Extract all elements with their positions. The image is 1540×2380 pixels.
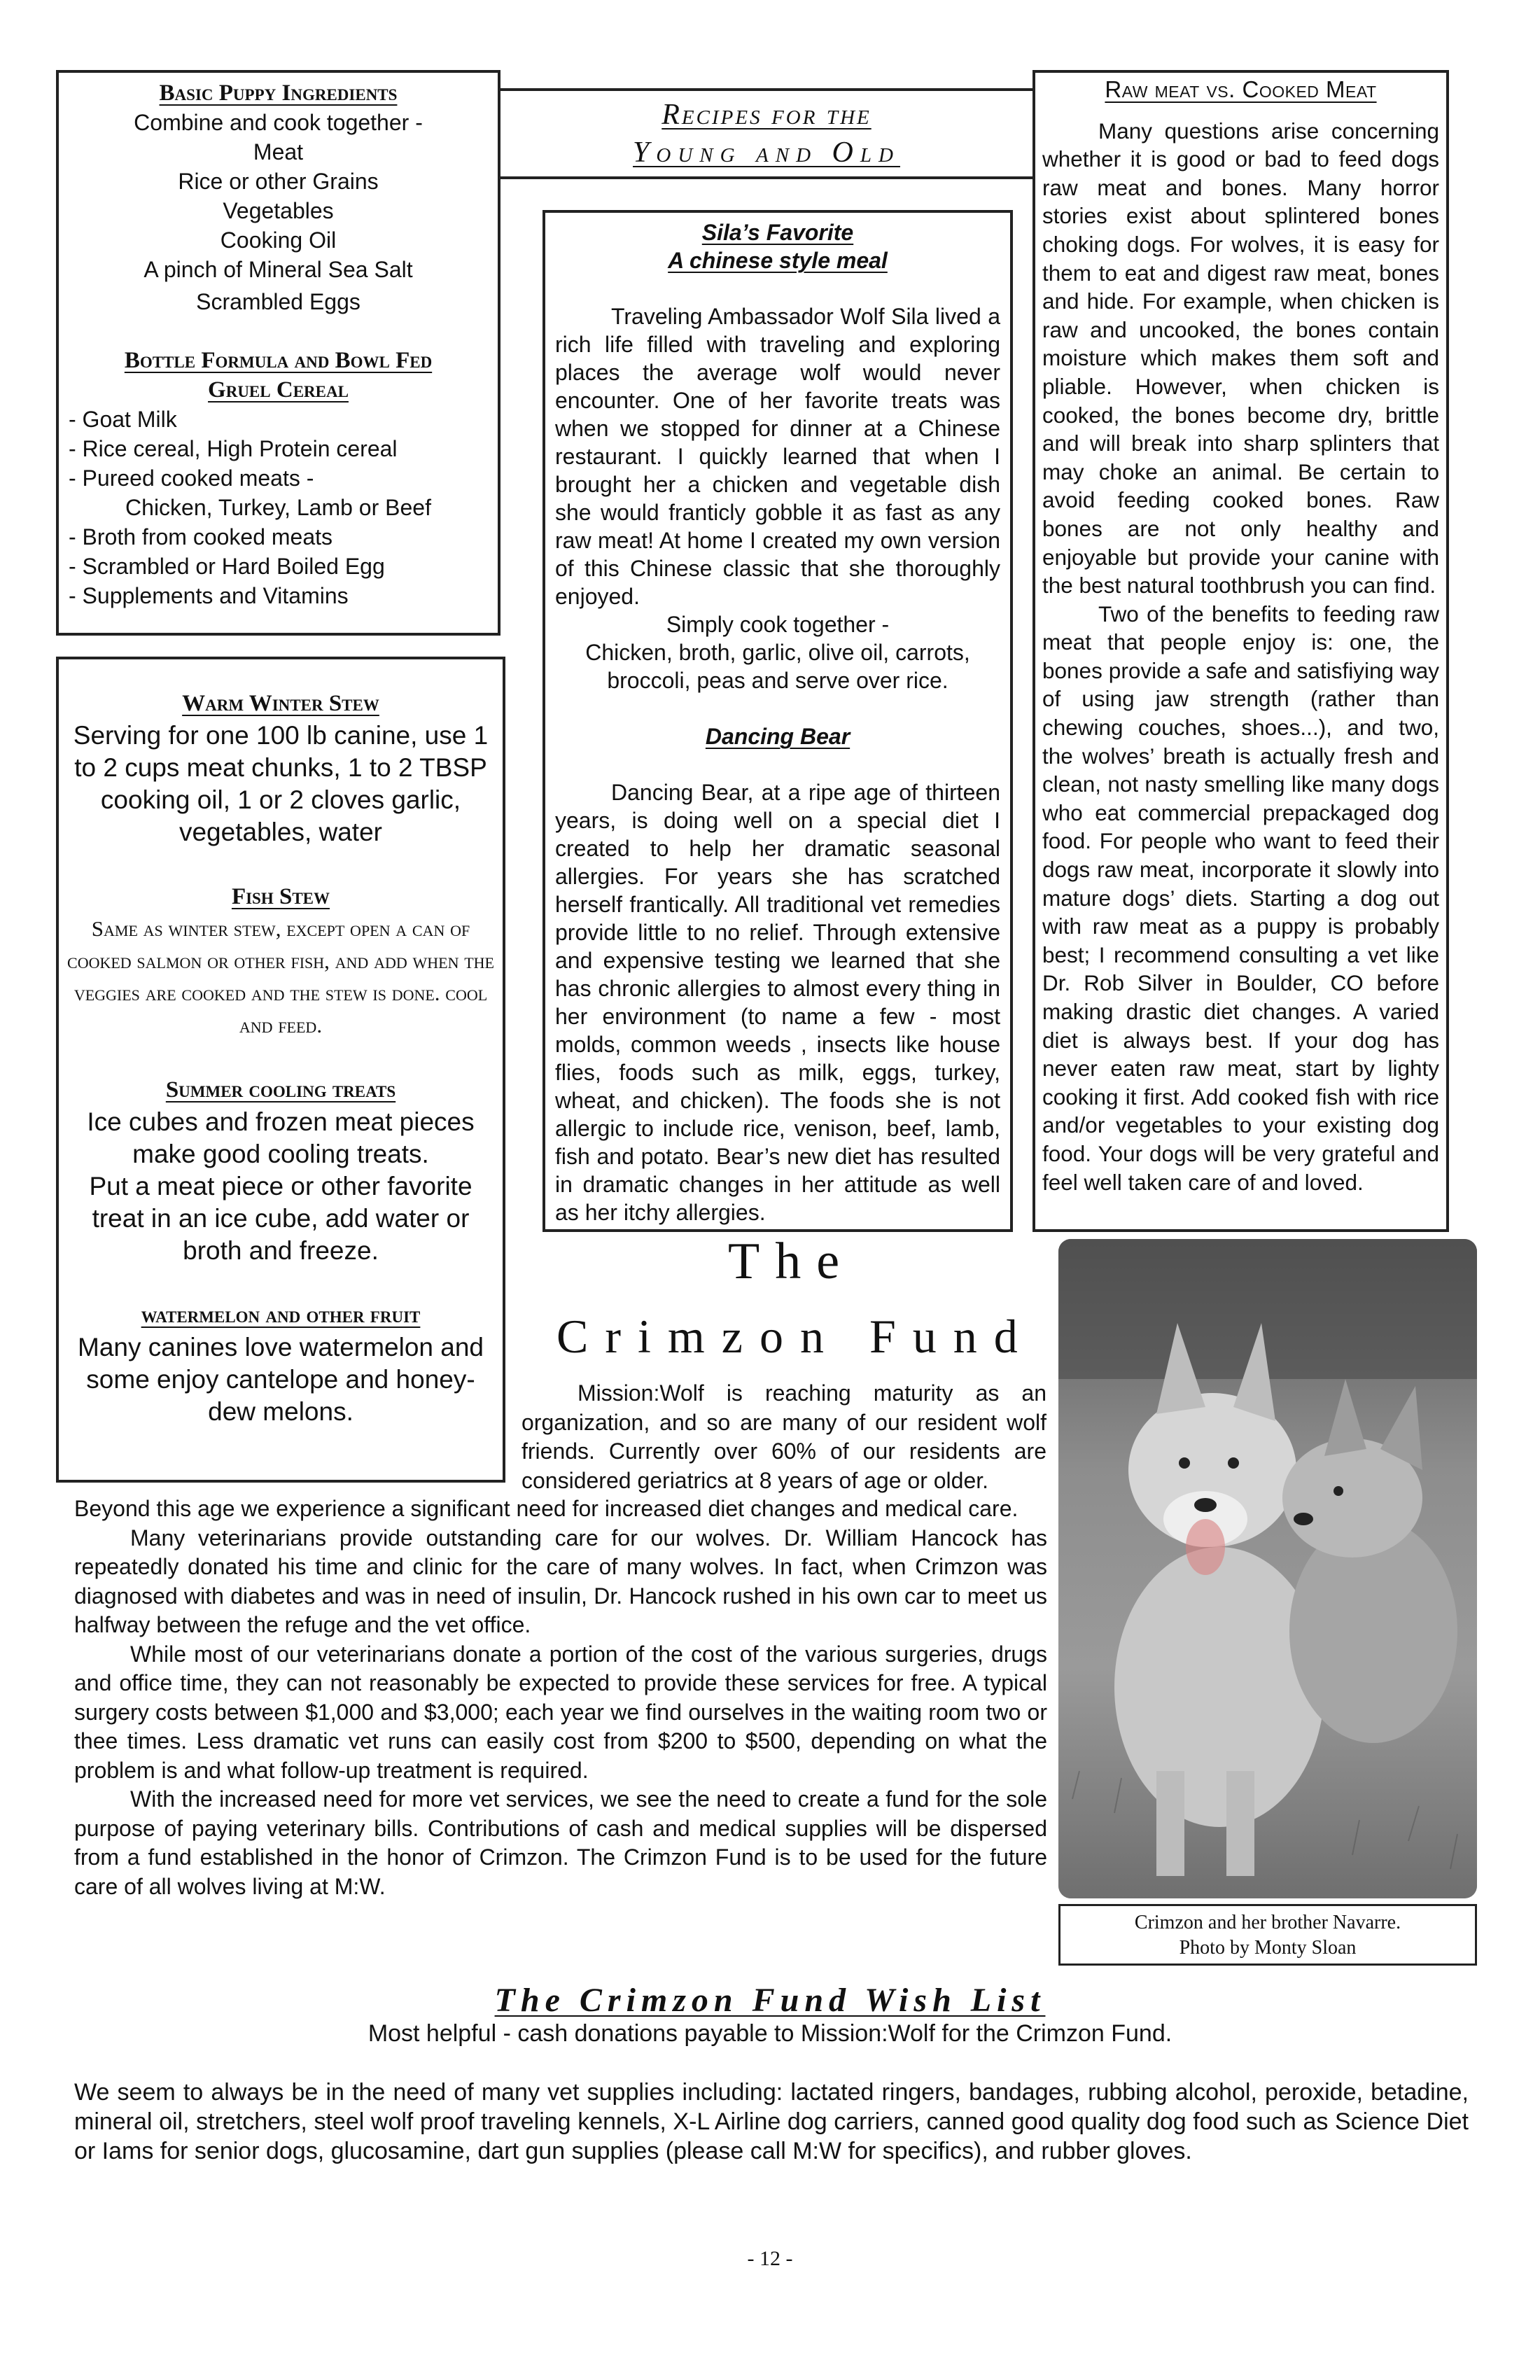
summer-treats-text-2: Put a meat piece or other favorite treat in an ice cube, add water or broth and freeze. (89, 1172, 472, 1265)
crimzon-intro-continued: Beyond this age we experience a significant need for increased diet changes and medical care. (74, 1496, 1018, 1521)
wish-list-subtitle: Most helpful - cash donations payable to Mission:Wolf for the Crimzon Fund. (368, 2020, 1172, 2047)
winter-stew-text: Serving for one 100 lb canine, use 1 to 2 cups meat chunks, 1 to 2 TBSP cooking oil, 1 or 2 cloves garlic, vegetables, water (73, 721, 489, 846)
recipes-header (500, 88, 1032, 179)
recipes-title-line1: Recipes for the (662, 99, 872, 131)
dancing-bear-title: Dancing Bear (705, 724, 850, 749)
sila-recipe-intro: Simply cook together - (666, 612, 890, 637)
wolves-photo-graphic (1058, 1239, 1477, 1898)
photo-caption (1058, 1904, 1477, 1966)
crimzon-paragraph-3: While most of our veterinarians donate a portion of the cost of the various surgeries, drugs and office time, they can not reasonably be expected to provide these services for free. A typical surgery costs between $1,000 and $3,000; each year we find ourselves in the waiting room two or thee times. Less dramatic vet runs can easily cost from $200 to $500, depending on what the problem is and what follow-up treatment is required. (74, 1641, 1047, 1783)
basic-item: Cooking Oil (220, 227, 337, 253)
basic-item: Rice or other Grains (178, 169, 379, 194)
sila-story: Traveling Ambassador Wolf Sila lived a rich life filled with traveling and exploring places the average wolf would never encounter. One of her favorite treats was when we stopped for dinner at a Chinese restaurant. I quickly learned that when I brought her a chicken and vegetable dish she would franticly gobble it as fast as any raw meat! At home I created my own version of this Chinese classic that she thoroughly enjoyed. (555, 304, 1000, 609)
raw-meat-box (1032, 70, 1449, 1232)
dancing-bear-story: Dancing Bear, at a ripe age of thirteen years, is doing well on a special diet I created to help her dramatic seasonal allergies. For years she has scratched herself frantically. All traditional vet remedies provide little to no relief. Through extensive and expensive testing we learned that she has chronic allergies to almost every thing in her environment (to name a few - most molds, common weeds , insects like house flies, foods such as milk, eggs, turkey, wheat, and chicken). The foods she is not allergic to include rice, venison, beef, lamb, fish and potato. Bear’s new diet has resulted in dramatic changes in her attitude as well as her itchy allergies. (555, 780, 1000, 1225)
watermelon-heading: watermelon and other fruit (141, 1303, 421, 1328)
bottle-item: - Broth from cooked meats (69, 524, 333, 550)
basic-item: Scrambled Eggs (196, 289, 360, 314)
summer-treats-text: Ice cubes and frozen meat pieces make good cooling treats. (87, 1107, 475, 1168)
crimzon-paragraph-2: Many veterinarians provide outstanding care for our wolves. Dr. William Hancock has repeatedly donated his time and clinic for the care of many wolves. In fact, when Crimzon was diagnosed with diabetes and was in need of insulin, Dr. Hancock rushed in his own car to meet us halfway between the refuge and the vet office. (74, 1525, 1047, 1637)
crimzon-paragraph-4: With the increased need for more vet services, we see the need to create a fund for the sole purpose of paying veterinary bills. Contributions of cash and medical supplies will be dispersed from a fund established in the honor of Crimzon. The Crimzon Fund is to be used for the future care of all wolves living at M:W. (74, 1786, 1047, 1899)
basic-item: Vegetables (223, 198, 334, 223)
sila-title: Sila’s Favorite (701, 220, 854, 245)
crimzon-title: Crimzon Fund (556, 1310, 1035, 1363)
crimzon-body (74, 1494, 1047, 1901)
summer-treats-heading: Summer cooling treats (165, 1077, 396, 1102)
recipes-title-line2: Young and Old (633, 136, 900, 169)
bottle-heading-1: Bottle Formula and Bowl Fed (124, 348, 433, 373)
wish-list-body: We seem to always be in the need of many vet supplies including: lactated ringers, bandages, rubbing alcohol, peroxide, betadine, mineral oil, stretchers, steel wolf proof traveling kennels, X-L Airline dog carriers, canned good quality dog food such as Science Diet or Iams for senior dogs, glucosamine, dart gun supplies (please call M:W for specifics), and rubber gloves. (74, 2079, 1469, 2164)
bottle-item: - Rice cereal, High Protein cereal (69, 436, 398, 461)
bottle-item: - Pureed cooked meats - (69, 465, 314, 491)
raw-meat-paragraph-2: Two of the benefits to feeding raw meat that people enjoy is: one, the bones provide a safe and satisfiying way of using jaw strength (rather than chewing couches, shoes...), and two, the wolves’ breath is actually fresh and clean, not nasty smelling like many dogs who eat commercial prepackaged dog food. For people who want to feed their dogs raw meat, incorporate it slowly into mature dogs’ diets. Starting a dog out with raw meat as a puppy is probably best; I recommend consulting a vet like Dr. Rob Silver in Boulder, CO before making drastic diet changes. A varied diet is always best. If your dog has never eaten raw meat, start by lighty cooking it first. Add cooked fish with rice and/or vegetables to your existing dog food. Your dogs will be very grateful and feel well taken care of and loved. (1042, 601, 1439, 1195)
basic-puppy-box (56, 70, 500, 636)
basic-item: A pinch of Mineral Sea Salt (144, 257, 413, 282)
bottle-heading-2: Gruel Cereal (208, 377, 349, 402)
bottle-item: - Scrambled or Hard Boiled Egg (69, 554, 385, 579)
wish-list-title: The Crimzon Fund Wish List (494, 1982, 1046, 2019)
sila-recipe-box (542, 210, 1013, 1232)
page-number: - 12 - (747, 2247, 793, 2270)
basic-item: Meat (253, 139, 304, 164)
sila-subtitle: A chinese style meal (668, 248, 888, 273)
sila-recipe: Chicken, broth, garlic, olive oil, carrots, broccoli, peas and serve over rice. (585, 640, 970, 693)
caption-line-2: Photo by Monty Sloan (1179, 1937, 1357, 1959)
bottle-item: - Goat Milk (69, 407, 177, 432)
bottle-item: Chicken, Turkey, Lamb or Beef (125, 495, 431, 520)
caption-line-1: Crimzon and her brother Navarre. (1134, 1912, 1401, 1933)
bottle-item: - Supplements and Vitamins (69, 583, 349, 608)
stew-box (56, 657, 505, 1483)
basic-intro: Combine and cook together - (134, 110, 423, 135)
crimzon-intro (522, 1379, 1046, 1495)
crimzon-title-the: The (728, 1233, 855, 1290)
fish-stew-heading: Fish Stew (231, 884, 330, 909)
wolves-photo (1058, 1239, 1477, 1898)
basic-puppy-heading: Basic Puppy Ingredients (159, 80, 398, 106)
watermelon-text: Many canines love watermelon and some enjoy cantelope and honey-dew melons. (78, 1333, 484, 1426)
raw-meat-heading: Raw meat vs. Cooked Meat (1105, 76, 1377, 102)
winter-stew-heading: Warm Winter Stew (182, 691, 379, 716)
crimzon-intro-text: Mission:Wolf is reaching maturity as an organization, and so are many of our resident wolf friends. Currently over 60% of our residents are considered geriatrics at 8 years of age or older. (522, 1380, 1046, 1493)
fish-stew-text: Same as winter stew, except open a can of cooked salmon or other fish, and add when the veggies are cooked and the stew is done. cool and feed. (67, 916, 494, 1037)
raw-meat-paragraph-1: Many questions arise concerning whether it is good or bad to feed dogs raw meat and bones. Many horror stories exist about splintered bones choking dogs. For wolves, it is easy for them to eat and digest raw meat, bones and hide. For example, when chicken is raw and uncooked, the bones contain moisture which makes them soft and pliable. However, when chicken is cooked, the bones become dry, brittle and will break into sharp splinters that may choke an animal. Be certain to avoid feeding cooked bones. Raw bones are not only healthy and enjoyable but provide your canine with the best natural toothbrush you can find. (1042, 118, 1439, 598)
